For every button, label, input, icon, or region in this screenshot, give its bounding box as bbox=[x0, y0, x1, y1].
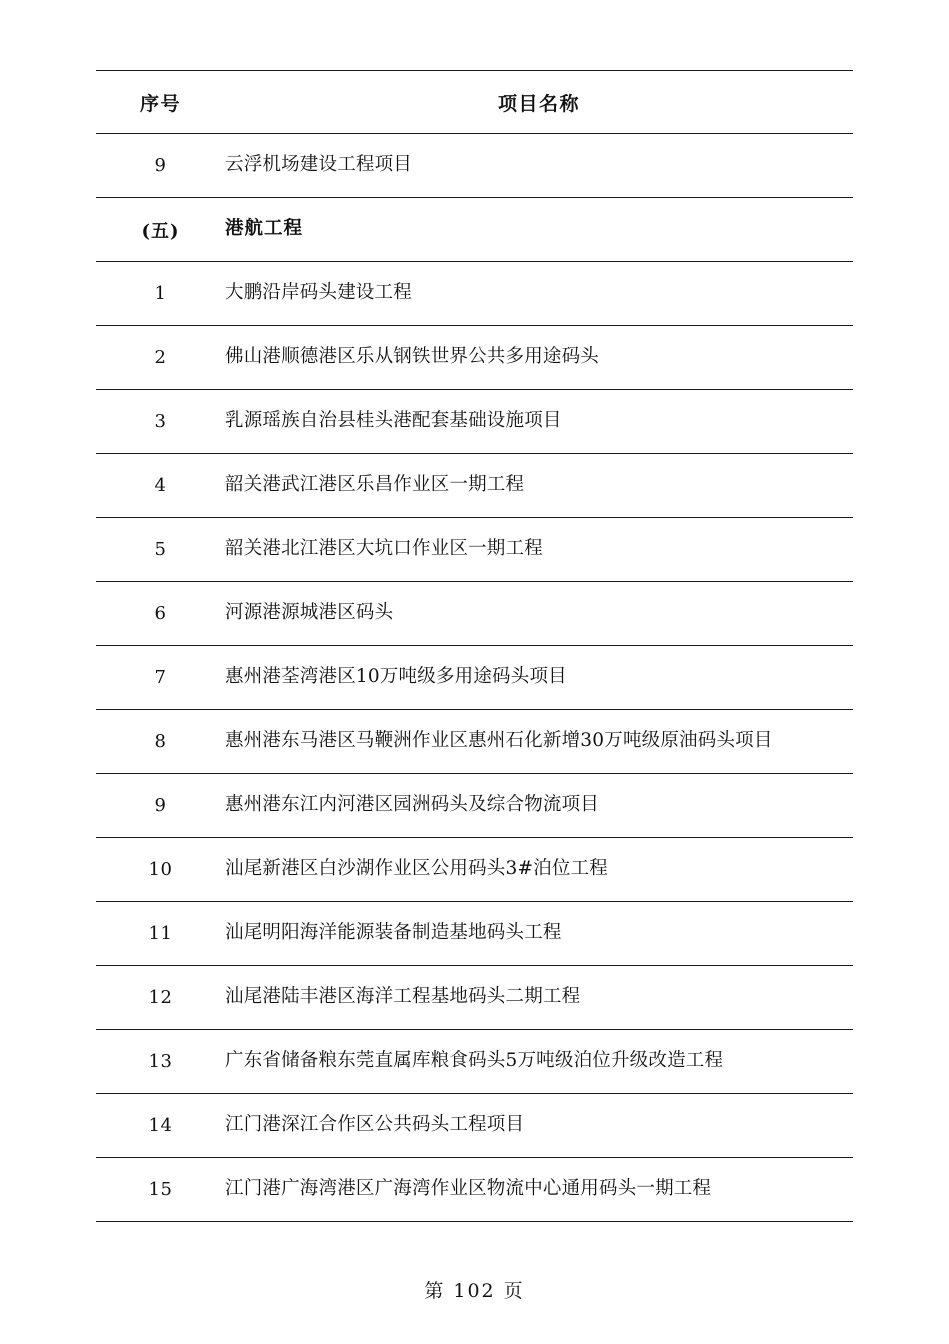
table-row bbox=[96, 454, 853, 518]
page-footer: 第 102 页 bbox=[424, 1280, 525, 1302]
cell-index bbox=[96, 1030, 225, 1094]
cell-project-name bbox=[225, 646, 853, 710]
cell-project-name bbox=[225, 326, 853, 390]
table-row bbox=[96, 838, 853, 902]
project-name-text: 汕尾明阳海洋能源装备制造基地码头工程 bbox=[225, 922, 562, 944]
row-index-text: 5 bbox=[154, 539, 167, 560]
cell-project-name bbox=[225, 198, 853, 262]
row-index-text: 4 bbox=[154, 475, 167, 496]
cell-index bbox=[96, 902, 225, 966]
cell-index bbox=[96, 326, 225, 390]
project-name-text: 汕尾新港区白沙湖作业区公用码头3#泊位工程 bbox=[225, 858, 608, 880]
table-row bbox=[96, 966, 853, 1030]
project-name-text: 乳源瑶族自治县桂头港配套基础设施项目 bbox=[225, 410, 562, 432]
table-row bbox=[96, 390, 853, 454]
row-index-text: 6 bbox=[154, 603, 167, 624]
project-name-text: 江门港深江合作区公共码头工程项目 bbox=[225, 1114, 525, 1136]
table-row bbox=[96, 1158, 853, 1222]
cell-project-name bbox=[225, 262, 853, 326]
cell-project-name bbox=[225, 710, 853, 774]
project-name-text: 惠州港荃湾港区10万吨级多用途码头项目 bbox=[225, 666, 567, 688]
row-index-text: 11 bbox=[148, 923, 173, 944]
table-row bbox=[96, 902, 853, 966]
row-index-text: 3 bbox=[154, 411, 167, 432]
cell-project-name bbox=[225, 582, 853, 646]
cell-index bbox=[96, 518, 225, 582]
cell-index bbox=[96, 966, 225, 1030]
project-name-text: 韶关港武江港区乐昌作业区一期工程 bbox=[225, 474, 525, 496]
row-index-text: 14 bbox=[148, 1115, 173, 1136]
project-name-text: 云浮机场建设工程项目 bbox=[225, 154, 413, 176]
cell-index bbox=[96, 710, 225, 774]
cell-project-name bbox=[225, 1030, 853, 1094]
cell-index bbox=[96, 134, 225, 198]
project-name-text: 江门港广海湾港区广海湾作业区物流中心通用码头一期工程 bbox=[225, 1178, 712, 1200]
project-name-text: 广东省储备粮东莞直属库粮食码头5万吨级泊位升级改造工程 bbox=[225, 1050, 724, 1072]
project-name-text: 河源港源城港区码头 bbox=[225, 602, 394, 624]
column-header-index: 序号 bbox=[96, 71, 225, 134]
row-index-text: 9 bbox=[154, 155, 167, 176]
table-header bbox=[96, 71, 853, 134]
project-name-text: 惠州港东江内河港区园洲码头及综合物流项目 bbox=[225, 794, 600, 816]
table-row bbox=[96, 646, 853, 710]
cell-index bbox=[96, 198, 225, 262]
project-name-text: 韶关港北江港区大坑口作业区一期工程 bbox=[225, 538, 543, 560]
table-row bbox=[96, 134, 853, 198]
project-name-text: 惠州港东马港区马鞭洲作业区惠州石化新增30万吨级原油码头项目 bbox=[225, 730, 773, 752]
cell-index bbox=[96, 838, 225, 902]
cell-project-name bbox=[225, 966, 853, 1030]
project-name-text: 佛山港顺德港区乐从钢铁世界公共多用途码头 bbox=[225, 346, 600, 368]
row-index-text: 12 bbox=[148, 987, 173, 1008]
cell-project-name bbox=[225, 774, 853, 838]
table-row bbox=[96, 1094, 853, 1158]
cell-index bbox=[96, 390, 225, 454]
cell-index bbox=[96, 774, 225, 838]
project-name-text: 港航工程 bbox=[225, 218, 304, 240]
cell-project-name bbox=[225, 1094, 853, 1158]
column-header-name: 项目名称 bbox=[225, 71, 853, 134]
cell-project-name bbox=[225, 838, 853, 902]
cell-index bbox=[96, 454, 225, 518]
cell-project-name bbox=[225, 518, 853, 582]
row-index-text: 2 bbox=[154, 347, 167, 368]
row-index-text: (五) bbox=[141, 220, 180, 242]
project-table bbox=[96, 70, 853, 1222]
row-index-text: 10 bbox=[148, 859, 173, 880]
table-row bbox=[96, 262, 853, 326]
row-index-text: 9 bbox=[154, 795, 167, 816]
table-row bbox=[96, 518, 853, 582]
cell-project-name bbox=[225, 134, 853, 198]
cell-project-name bbox=[225, 902, 853, 966]
cell-index bbox=[96, 1158, 225, 1222]
project-table-container bbox=[96, 70, 853, 1222]
table-body bbox=[96, 134, 853, 1222]
cell-index bbox=[96, 1094, 225, 1158]
cell-project-name bbox=[225, 1158, 853, 1222]
table-header-row bbox=[96, 71, 853, 134]
table-row bbox=[96, 326, 853, 390]
cell-index bbox=[96, 582, 225, 646]
cell-project-name bbox=[225, 390, 853, 454]
project-name-text: 汕尾港陆丰港区海洋工程基地码头二期工程 bbox=[225, 986, 581, 1008]
table-section-row bbox=[96, 198, 853, 262]
row-index-text: 8 bbox=[154, 731, 167, 752]
table-row bbox=[96, 774, 853, 838]
cell-project-name bbox=[225, 454, 853, 518]
table-row bbox=[96, 710, 853, 774]
cell-index bbox=[96, 646, 225, 710]
project-name-text: 大鹏沿岸码头建设工程 bbox=[225, 282, 413, 304]
row-index-text: 1 bbox=[154, 283, 167, 304]
table-row bbox=[96, 582, 853, 646]
row-index-text: 13 bbox=[148, 1051, 173, 1072]
table-row bbox=[96, 1030, 853, 1094]
row-index-text: 7 bbox=[154, 667, 167, 688]
cell-index bbox=[96, 262, 225, 326]
row-index-text: 15 bbox=[148, 1179, 173, 1200]
